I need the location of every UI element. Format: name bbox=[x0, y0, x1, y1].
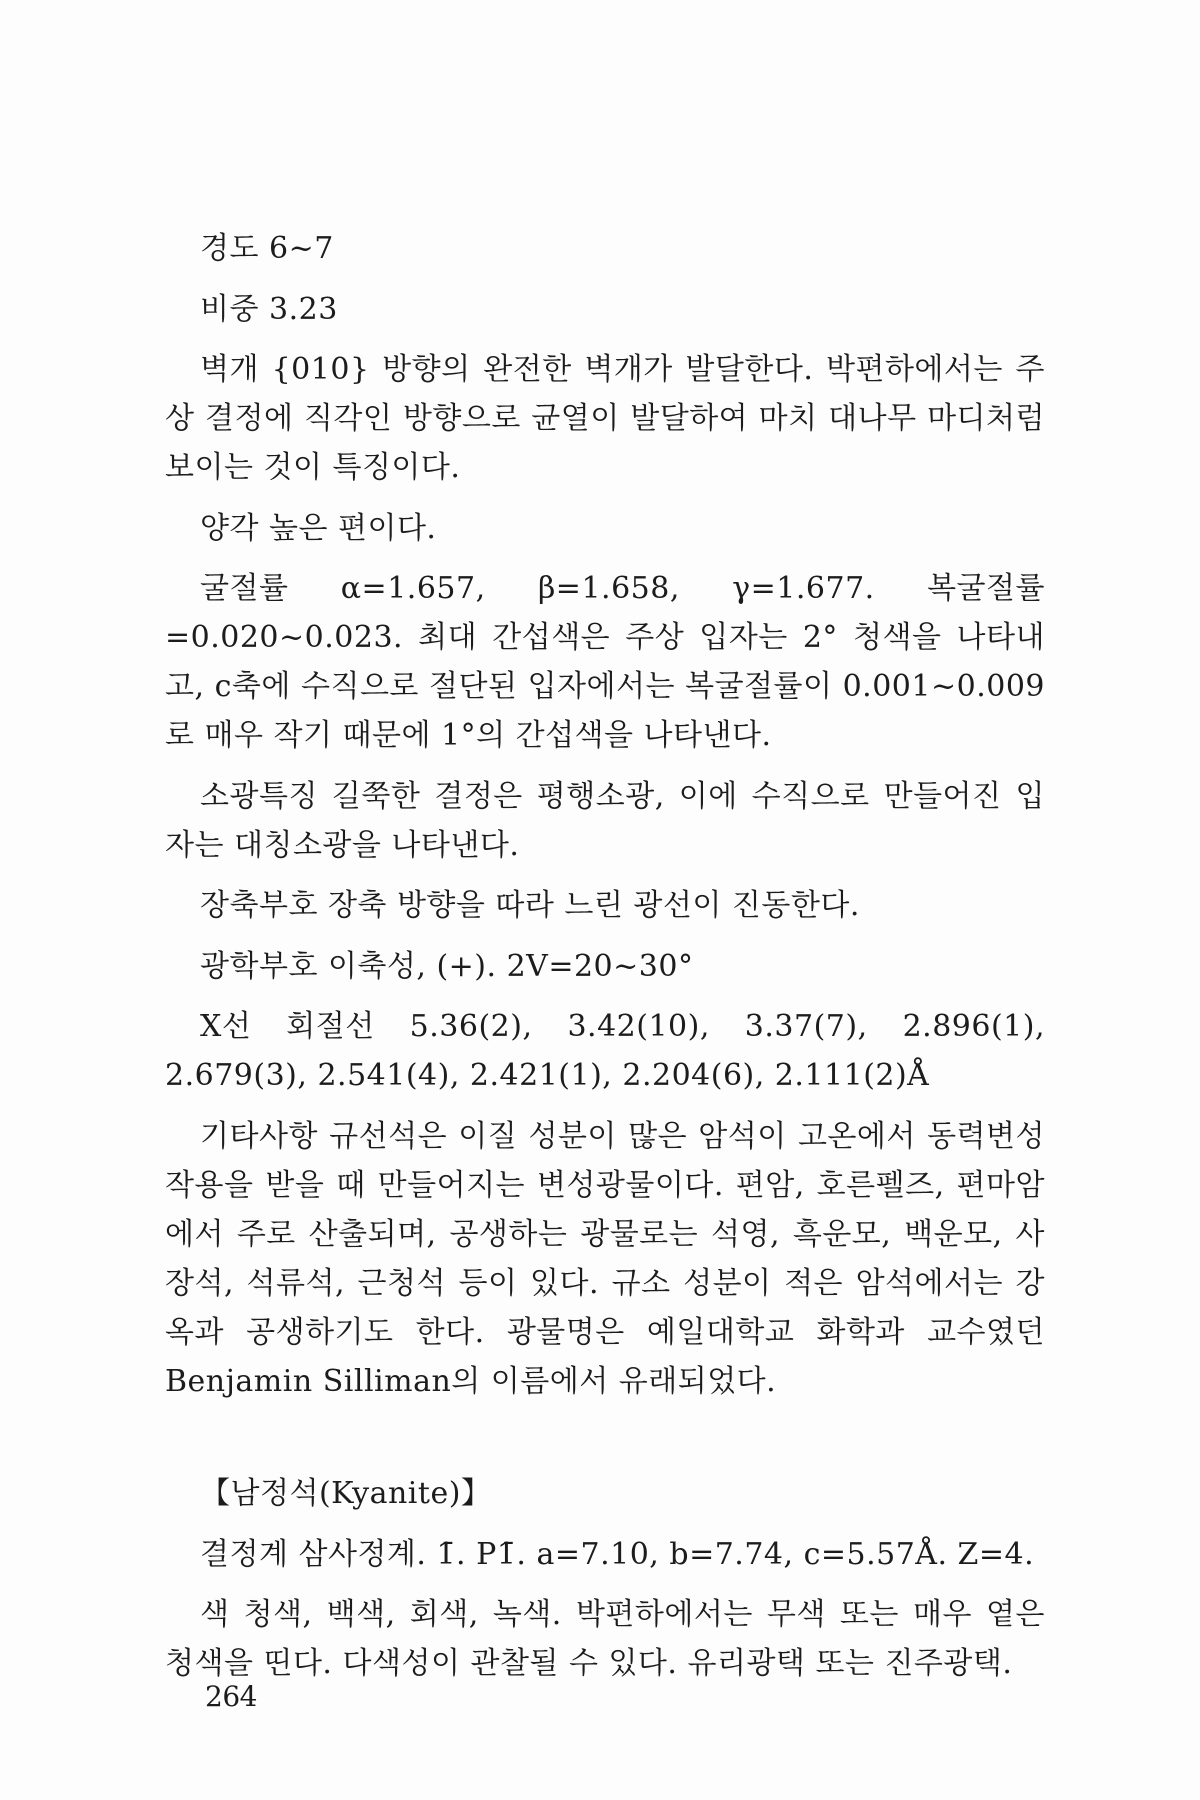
xray-paragraph: X선 회절선 5.36(2), 3.42(10), 3.37(7), 2.896(1), 2.679(3), 2.541(4), 2.421(1), 2.204(6), 2.111(2)Å bbox=[165, 1009, 1045, 1093]
hardness-line: 경도 6~7 bbox=[200, 231, 334, 266]
extinction-paragraph: 소광특징 길쭉한 결정은 평행소광, 이에 수직으로 만들어진 입자는 대칭소광을 나타낸다. bbox=[165, 778, 1045, 863]
misc-paragraph: 기타사항 규선석은 이질 성분이 많은 암석이 고온에서 동력변성 작용을 받을 때 만들어지는 변성광물이다. 편암, 호른펠즈, 편마암에서 주로 산출되며, 공생하는 광물로는 석영, 흑운모, 백운모, 사장석, 석류석, 근청석 등이 있다. 규소 성분이 적은 암석에서는 강옥과 공생하기도 한다. 광물명은 예일대학교 화학과 교수였던 Benjamin Silliman의 이름에서 유래되었다. bbox=[165, 1118, 1045, 1399]
page-number: 264 bbox=[205, 1680, 257, 1713]
section-gap bbox=[165, 1417, 1045, 1469]
crystal-system-line: 결정계 삼사정계. 1̄. P1̄. a=7.10, b=7.74, c=5.57Å. Z=4. bbox=[200, 1536, 1035, 1572]
refractive-index-paragraph: 굴절률 α=1.657, β=1.658, γ=1.677. 복굴절률=0.020~0.023. 최대 간섭색은 주상 입자는 2° 청색을 나타내고, c축에 수직으로 절단된 입자에서는 복굴절률이 0.001~0.009로 매우 작기 때문에 1°의 간섭색을 나타낸다. bbox=[165, 571, 1045, 753]
specific-gravity-line: 비중 3.23 bbox=[200, 291, 338, 327]
relief-line: 양각 높은 편이다. bbox=[200, 510, 437, 546]
cleavage-paragraph: 벽개 {010} 방향의 완전한 벽개가 발달한다. 박편하에서는 주상 결정에 직각인 방향으로 균열이 발달하여 마치 대나무 마디처럼 보이는 것이 특징이다. bbox=[165, 352, 1045, 485]
optic-sign-line: 광학부호 이축성, (+). 2V=20~30° bbox=[200, 948, 694, 984]
color-paragraph: 색 청색, 백색, 회색, 녹색. 박편하에서는 무색 또는 매우 옅은 청색을 띤다. 다색성이 관찰될 수 있다. 유리광택 또는 진주광택. bbox=[165, 1597, 1045, 1681]
body-text bbox=[165, 224, 1045, 1700]
elongation-line: 장축부호 장축 방향을 따라 느린 광선이 진동한다. bbox=[200, 888, 860, 923]
kyanite-heading: 【남정석(Kyanite)】 bbox=[200, 1476, 492, 1511]
